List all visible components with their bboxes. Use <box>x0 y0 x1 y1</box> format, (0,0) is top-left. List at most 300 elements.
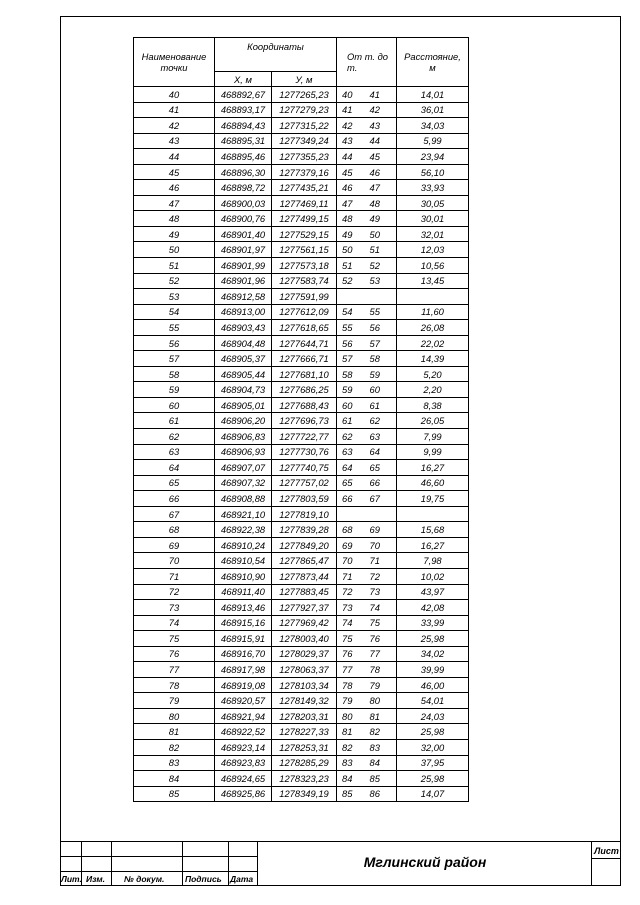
distance-cell: 13,45 <box>397 273 469 289</box>
from-point-cell: 63 <box>337 444 364 460</box>
x-coordinate-cell: 468923,14 <box>215 739 272 755</box>
distance-cell: 12,03 <box>397 242 469 258</box>
y-coordinate-cell: 1277681,10 <box>272 366 337 382</box>
title-block-rule <box>60 856 257 857</box>
y-coordinate-cell: 1278349,19 <box>272 786 337 802</box>
coordinates-header: Координаты <box>215 38 337 72</box>
table-row <box>134 771 469 787</box>
distance-cell: 14,07 <box>397 786 469 802</box>
to-point-cell: 58 <box>364 351 397 367</box>
from-point-cell: 82 <box>337 739 364 755</box>
table-row <box>134 164 469 180</box>
to-point-cell: 46 <box>364 164 397 180</box>
to-point-cell: 76 <box>364 631 397 647</box>
distance-cell: 26,08 <box>397 320 469 336</box>
to-point-cell: 85 <box>364 771 397 787</box>
title-block-rule <box>60 871 257 872</box>
x-coordinate-cell: 468920,57 <box>215 693 272 709</box>
to-point-cell: 77 <box>364 646 397 662</box>
x-coordinate-cell: 468912,58 <box>215 289 272 305</box>
to-point-cell: 53 <box>364 273 397 289</box>
table-row <box>134 537 469 553</box>
x-coordinate-cell: 468900,76 <box>215 211 272 227</box>
to-point-cell: 44 <box>364 133 397 149</box>
to-point-cell: 62 <box>364 413 397 429</box>
distance-cell: 7,98 <box>397 553 469 569</box>
y-coordinate-cell: 1277379,16 <box>272 164 337 180</box>
point-number-cell: 62 <box>134 429 215 445</box>
table-row <box>134 351 469 367</box>
y-coordinate-cell: 1278227,33 <box>272 724 337 740</box>
x-coordinate-cell: 468915,91 <box>215 631 272 647</box>
table-row <box>134 335 469 351</box>
point-number-cell: 67 <box>134 506 215 522</box>
from-point-cell: 50 <box>337 242 364 258</box>
point-number-cell: 52 <box>134 273 215 289</box>
to-point-cell: 84 <box>364 755 397 771</box>
y-coordinate-cell: 1277819,10 <box>272 506 337 522</box>
to-point-cell: 47 <box>364 180 397 196</box>
point-number-cell: 40 <box>134 87 215 103</box>
from-point-cell: 54 <box>337 304 364 320</box>
y-coordinate-cell: 1277839,28 <box>272 522 337 538</box>
distance-cell: 25,98 <box>397 771 469 787</box>
table-row <box>134 149 469 165</box>
distance-cell: 33,99 <box>397 615 469 631</box>
y-coordinate-cell: 1277573,18 <box>272 258 337 274</box>
y-coordinate-cell: 1277757,02 <box>272 475 337 491</box>
x-coordinate-cell: 468922,52 <box>215 724 272 740</box>
from-point-cell: 81 <box>337 724 364 740</box>
y-coordinate-cell: 1278323,23 <box>272 771 337 787</box>
from-point-cell: 46 <box>337 180 364 196</box>
table-row <box>134 429 469 445</box>
to-point-cell: 67 <box>364 491 397 507</box>
x-coordinate-cell: 468906,83 <box>215 429 272 445</box>
x-coordinate-cell: 468907,07 <box>215 460 272 476</box>
to-point-cell: 43 <box>364 118 397 134</box>
to-point-cell: 50 <box>364 226 397 242</box>
x-coordinate-cell: 468916,70 <box>215 646 272 662</box>
distance-cell: 14,01 <box>397 87 469 103</box>
title-block-rule <box>591 858 621 859</box>
distance-cell: 10,56 <box>397 258 469 274</box>
distance-cell: 32,00 <box>397 739 469 755</box>
y-coordinate-cell: 1277265,23 <box>272 87 337 103</box>
distance-cell: 14,39 <box>397 351 469 367</box>
from-point-cell: 73 <box>337 600 364 616</box>
point-number-cell: 47 <box>134 195 215 211</box>
table-row <box>134 460 469 476</box>
distance-header <box>397 38 469 87</box>
point-number-cell: 44 <box>134 149 215 165</box>
y-coordinate-cell: 1277883,45 <box>272 584 337 600</box>
x-coordinate-cell: 468925,86 <box>215 786 272 802</box>
table-row <box>134 258 469 274</box>
point-number-cell: 78 <box>134 677 215 693</box>
distance-cell: 42,08 <box>397 600 469 616</box>
change-label: Изм. <box>86 874 105 884</box>
to-point-cell: 73 <box>364 584 397 600</box>
distance-cell: 56,10 <box>397 164 469 180</box>
from-point-cell: 47 <box>337 195 364 211</box>
x-coordinate-cell: 468901,40 <box>215 226 272 242</box>
from-point-cell: 48 <box>337 211 364 227</box>
y-coordinate-cell: 1278029,37 <box>272 646 337 662</box>
x-coordinate-cell: 468924,65 <box>215 771 272 787</box>
distance-cell: 16,27 <box>397 460 469 476</box>
to-point-cell: 74 <box>364 600 397 616</box>
distance-cell: 25,98 <box>397 631 469 647</box>
point-number-cell: 59 <box>134 382 215 398</box>
distance-cell: 25,98 <box>397 724 469 740</box>
to-point-cell: 49 <box>364 211 397 227</box>
x-coordinate-cell: 468906,93 <box>215 444 272 460</box>
table-row <box>134 102 469 118</box>
table-row <box>134 320 469 336</box>
from-point-cell: 58 <box>337 366 364 382</box>
point-number-cell: 71 <box>134 568 215 584</box>
point-number-cell: 63 <box>134 444 215 460</box>
y-coordinate-cell: 1278285,29 <box>272 755 337 771</box>
from-point-cell: 49 <box>337 226 364 242</box>
to-point-cell: 86 <box>364 786 397 802</box>
distance-cell: 46,00 <box>397 677 469 693</box>
point-number-cell: 50 <box>134 242 215 258</box>
table-row <box>134 786 469 802</box>
from-point-cell <box>337 289 364 305</box>
distance-cell: 23,94 <box>397 149 469 165</box>
y-coordinate-cell: 1277469,11 <box>272 195 337 211</box>
y-coordinate-cell: 1277696,73 <box>272 413 337 429</box>
to-point-cell: 45 <box>364 149 397 165</box>
y-coordinate-cell: 1277865,47 <box>272 553 337 569</box>
from-point-cell: 57 <box>337 351 364 367</box>
x-coordinate-cell: 468921,94 <box>215 708 272 724</box>
point-number-cell: 53 <box>134 289 215 305</box>
from-point-cell: 41 <box>337 102 364 118</box>
to-point-cell: 75 <box>364 615 397 631</box>
x-coordinate-cell: 468903,43 <box>215 320 272 336</box>
point-number-cell: 48 <box>134 211 215 227</box>
from-point-cell: 61 <box>337 413 364 429</box>
x-coordinate-cell: 468910,54 <box>215 553 272 569</box>
to-point-cell: 57 <box>364 335 397 351</box>
table-row <box>134 195 469 211</box>
to-point-cell <box>364 289 397 305</box>
distance-cell: 34,02 <box>397 646 469 662</box>
to-point-cell: 69 <box>364 522 397 538</box>
point-number-cell: 80 <box>134 708 215 724</box>
from-point-cell: 44 <box>337 149 364 165</box>
distance-cell: 11,60 <box>397 304 469 320</box>
to-point-cell: 72 <box>364 568 397 584</box>
to-point-cell: 82 <box>364 724 397 740</box>
x-coordinate-cell: 468905,37 <box>215 351 272 367</box>
x-coordinate-cell: 468915,16 <box>215 615 272 631</box>
x-coordinate-cell: 468913,46 <box>215 600 272 616</box>
x-coordinate-cell: 468901,97 <box>215 242 272 258</box>
from-to-header-line2: т. <box>347 62 358 73</box>
point-number-cell: 65 <box>134 475 215 491</box>
x-coordinate-cell: 468901,96 <box>215 273 272 289</box>
to-point-cell: 59 <box>364 366 397 382</box>
y-coordinate-cell: 1277873,44 <box>272 568 337 584</box>
to-point-cell: 48 <box>364 195 397 211</box>
table-row <box>134 724 469 740</box>
x-coordinate-cell: 468898,72 <box>215 180 272 196</box>
y-coordinate-cell: 1278253,31 <box>272 739 337 755</box>
distance-cell: 36,01 <box>397 102 469 118</box>
y-coordinate-cell: 1277927,37 <box>272 600 337 616</box>
to-point-cell: 55 <box>364 304 397 320</box>
point-name-header <box>134 38 215 87</box>
coordinates-table-body <box>134 87 469 802</box>
signature-label: Подпись <box>185 874 222 884</box>
point-number-cell: 74 <box>134 615 215 631</box>
from-point-cell: 68 <box>337 522 364 538</box>
to-point-cell: 42 <box>364 102 397 118</box>
point-number-cell: 61 <box>134 413 215 429</box>
point-number-cell: 43 <box>134 133 215 149</box>
point-number-cell: 49 <box>134 226 215 242</box>
x-coordinate-cell: 468895,31 <box>215 133 272 149</box>
from-point-cell: 55 <box>337 320 364 336</box>
distance-cell: 39,99 <box>397 662 469 678</box>
to-point-cell: 52 <box>364 258 397 274</box>
from-point-cell: 52 <box>337 273 364 289</box>
distance-cell: 5,20 <box>397 366 469 382</box>
distance-cell: 5,99 <box>397 133 469 149</box>
y-coordinate-cell: 1277722,77 <box>272 429 337 445</box>
x-coordinate-cell: 468893,17 <box>215 102 272 118</box>
y-coordinate-cell: 1277686,25 <box>272 382 337 398</box>
x-coordinate-cell: 468904,73 <box>215 382 272 398</box>
y-coordinate-cell: 1277740,75 <box>272 460 337 476</box>
x-coordinate-header: X, м <box>215 72 272 87</box>
from-point-cell: 71 <box>337 568 364 584</box>
table-row <box>134 444 469 460</box>
table-row <box>134 693 469 709</box>
distance-cell: 9,99 <box>397 444 469 460</box>
from-point-cell: 66 <box>337 491 364 507</box>
distance-cell: 43,97 <box>397 584 469 600</box>
y-coordinate-cell: 1277849,20 <box>272 537 337 553</box>
to-point-cell: 83 <box>364 739 397 755</box>
table-row <box>134 242 469 258</box>
distance-cell: 30,01 <box>397 211 469 227</box>
to-point-cell: 70 <box>364 537 397 553</box>
x-coordinate-cell: 468906,20 <box>215 413 272 429</box>
from-point-cell: 77 <box>337 662 364 678</box>
from-point-cell: 56 <box>337 335 364 351</box>
distance-cell: 32,01 <box>397 226 469 242</box>
from-point-cell: 72 <box>337 584 364 600</box>
from-point-cell: 42 <box>337 118 364 134</box>
distance-cell: 46,60 <box>397 475 469 491</box>
table-row <box>134 133 469 149</box>
distance-cell <box>397 289 469 305</box>
y-coordinate-cell: 1277591,99 <box>272 289 337 305</box>
from-point-cell: 65 <box>337 475 364 491</box>
point-number-cell: 54 <box>134 304 215 320</box>
point-number-cell: 56 <box>134 335 215 351</box>
x-coordinate-cell: 468896,30 <box>215 164 272 180</box>
from-to-header <box>337 38 397 87</box>
x-coordinate-cell: 468919,08 <box>215 677 272 693</box>
from-point-cell: 40 <box>337 87 364 103</box>
table-row <box>134 413 469 429</box>
to-point-cell: 41 <box>364 87 397 103</box>
to-point-cell: 66 <box>364 475 397 491</box>
table-row <box>134 553 469 569</box>
point-number-cell: 72 <box>134 584 215 600</box>
table-row <box>134 506 469 522</box>
table-row <box>134 677 469 693</box>
table-row <box>134 304 469 320</box>
from-point-cell: 43 <box>337 133 364 149</box>
distance-cell: 24,03 <box>397 708 469 724</box>
y-coordinate-cell: 1278103,34 <box>272 677 337 693</box>
x-coordinate-cell: 468895,46 <box>215 149 272 165</box>
distance-cell: 2,20 <box>397 382 469 398</box>
to-point-cell: 63 <box>364 429 397 445</box>
y-coordinate-cell: 1277688,43 <box>272 397 337 413</box>
y-coordinate-cell: 1277969,42 <box>272 615 337 631</box>
to-point-cell: 61 <box>364 397 397 413</box>
x-coordinate-cell: 468910,24 <box>215 537 272 553</box>
x-coordinate-cell: 468905,44 <box>215 366 272 382</box>
point-number-cell: 66 <box>134 491 215 507</box>
distance-header-line2: м <box>429 62 436 73</box>
district-name: Мглинский район <box>363 854 487 870</box>
y-coordinate-cell: 1277355,23 <box>272 149 337 165</box>
y-coordinate-header: У, м <box>272 72 337 87</box>
y-coordinate-cell: 1277279,23 <box>272 102 337 118</box>
table-row <box>134 211 469 227</box>
x-coordinate-cell: 468921,10 <box>215 506 272 522</box>
table-row <box>134 739 469 755</box>
to-point-cell: 78 <box>364 662 397 678</box>
point-number-cell: 55 <box>134 320 215 336</box>
table-row <box>134 568 469 584</box>
to-point-cell: 71 <box>364 553 397 569</box>
from-point-cell: 62 <box>337 429 364 445</box>
from-point-cell: 60 <box>337 397 364 413</box>
table-row <box>134 289 469 305</box>
from-point-cell <box>337 506 364 522</box>
to-point-cell: 51 <box>364 242 397 258</box>
point-number-cell: 81 <box>134 724 215 740</box>
point-number-cell: 83 <box>134 755 215 771</box>
point-number-cell: 70 <box>134 553 215 569</box>
point-number-cell: 76 <box>134 646 215 662</box>
x-coordinate-cell: 468905,01 <box>215 397 272 413</box>
table-row <box>134 522 469 538</box>
from-point-cell: 84 <box>337 771 364 787</box>
distance-header-line1: Расстояние, <box>404 51 461 62</box>
y-coordinate-cell: 1277730,76 <box>272 444 337 460</box>
distance-cell <box>397 506 469 522</box>
point-number-cell: 79 <box>134 693 215 709</box>
table-row <box>134 646 469 662</box>
y-coordinate-cell: 1277618,65 <box>272 320 337 336</box>
point-number-cell: 77 <box>134 662 215 678</box>
from-point-cell: 74 <box>337 615 364 631</box>
distance-cell: 15,68 <box>397 522 469 538</box>
table-row <box>134 755 469 771</box>
to-point-cell: 64 <box>364 444 397 460</box>
point-number-cell: 82 <box>134 739 215 755</box>
x-coordinate-cell: 468907,32 <box>215 475 272 491</box>
x-coordinate-cell: 468900,03 <box>215 195 272 211</box>
point-number-cell: 42 <box>134 118 215 134</box>
table-row <box>134 118 469 134</box>
from-point-cell: 79 <box>337 693 364 709</box>
document-number-label: № докум. <box>124 874 165 884</box>
from-point-cell: 51 <box>337 258 364 274</box>
table-row <box>134 584 469 600</box>
point-number-cell: 51 <box>134 258 215 274</box>
date-label: Дата <box>230 874 254 884</box>
distance-cell: 30,05 <box>397 195 469 211</box>
to-point-cell: 81 <box>364 708 397 724</box>
distance-cell: 7,99 <box>397 429 469 445</box>
to-point-cell: 60 <box>364 382 397 398</box>
table-row <box>134 226 469 242</box>
table-row <box>134 397 469 413</box>
to-point-cell: 79 <box>364 677 397 693</box>
y-coordinate-cell: 1277583,74 <box>272 273 337 289</box>
revision-letter-label: Лит. <box>61 874 82 884</box>
to-point-cell: 56 <box>364 320 397 336</box>
from-point-cell: 78 <box>337 677 364 693</box>
y-coordinate-cell: 1277561,15 <box>272 242 337 258</box>
table-row <box>134 366 469 382</box>
sheet-label: Лист <box>594 846 619 856</box>
table-row <box>134 600 469 616</box>
from-point-cell: 80 <box>337 708 364 724</box>
point-name-header-line2: точки <box>160 62 188 73</box>
from-point-cell: 83 <box>337 755 364 771</box>
distance-cell: 19,75 <box>397 491 469 507</box>
x-coordinate-cell: 468904,48 <box>215 335 272 351</box>
coordinates-table <box>133 37 469 802</box>
y-coordinate-cell: 1278063,37 <box>272 662 337 678</box>
distance-cell: 8,38 <box>397 397 469 413</box>
x-coordinate-cell: 468908,88 <box>215 491 272 507</box>
from-point-cell: 75 <box>337 631 364 647</box>
table-row <box>134 615 469 631</box>
y-coordinate-cell: 1277644,71 <box>272 335 337 351</box>
table-row <box>134 382 469 398</box>
x-coordinate-cell: 468911,40 <box>215 584 272 600</box>
y-coordinate-cell: 1278003,40 <box>272 631 337 647</box>
x-coordinate-cell: 468892,67 <box>215 87 272 103</box>
from-point-cell: 76 <box>337 646 364 662</box>
x-coordinate-cell: 468917,98 <box>215 662 272 678</box>
y-coordinate-cell: 1277435,21 <box>272 180 337 196</box>
y-coordinate-cell: 1277349,24 <box>272 133 337 149</box>
y-coordinate-cell: 1277315,22 <box>272 118 337 134</box>
y-coordinate-cell: 1278203,31 <box>272 708 337 724</box>
table-row <box>134 273 469 289</box>
to-point-cell: 65 <box>364 460 397 476</box>
distance-cell: 33,93 <box>397 180 469 196</box>
to-point-cell <box>364 506 397 522</box>
point-number-cell: 68 <box>134 522 215 538</box>
distance-cell: 37,95 <box>397 755 469 771</box>
